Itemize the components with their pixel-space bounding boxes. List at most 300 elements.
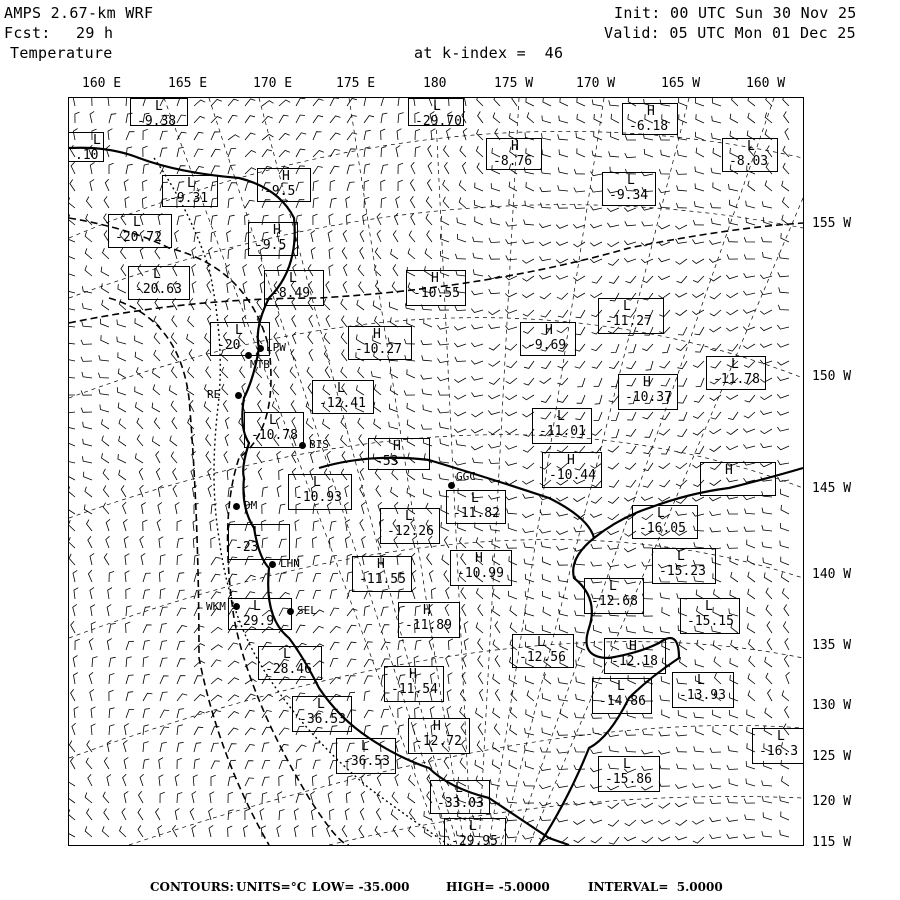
wind-barb [573,242,585,247]
meridian-line [164,98,441,845]
wind-barb [329,248,333,259]
wind-barb [679,98,687,106]
wind-barb [675,784,687,788]
wind-barb [608,259,619,265]
wind-barb [228,135,240,140]
wind-barb [608,463,619,469]
wind-barb [381,129,386,140]
wind-barb [743,291,755,295]
wind-barb [556,497,568,501]
wind-barb [557,749,568,753]
wind-barb [279,150,290,157]
extrema-type: L [455,781,463,796]
wind-barb [493,606,500,616]
wind-barb [69,338,75,344]
wind-barb [381,198,386,209]
wind-barb [505,412,517,416]
wind-barb [106,536,110,548]
wind-barb [156,808,161,820]
extrema-type: L [361,739,369,754]
extrema-value: -20.63 [135,282,182,297]
wind-barb [493,589,500,599]
extrema-box [398,602,460,638]
wind-barb [91,724,95,735]
wind-barb [524,745,534,752]
wind-barb [575,344,585,351]
contours-label: CONTOURS: [150,880,234,894]
wind-barb [710,748,721,753]
extrema-box [258,646,322,680]
wind-barb [574,837,585,843]
wind-barb [509,591,518,599]
extrema-box [380,508,440,544]
wind-barb [454,326,466,330]
wind-barb [346,792,351,803]
wind-barb [373,301,381,310]
wind-barb [743,344,755,349]
wind-barb [160,727,169,735]
wind-barb [431,129,435,140]
wind-barb [107,639,111,651]
wind-barb [126,606,132,616]
wind-barb [137,418,143,429]
wind-barb [747,623,755,633]
wind-barb [137,299,143,310]
wind-barb [591,171,603,175]
wind-barb [506,255,517,260]
wind-barb [658,258,670,262]
extrema-type: L [627,173,635,188]
wind-barb [462,162,466,174]
wind-barb [313,166,323,174]
wind-barb [574,527,585,532]
wind-barb [126,709,134,718]
wind-barb [441,216,449,225]
wind-barb [727,527,738,532]
wind-barb [574,783,586,787]
wind-barb [278,792,282,803]
extrema-box [162,175,218,207]
wind-barb [313,573,321,582]
wind-barb [410,179,415,191]
wind-barb [103,469,109,480]
wind-barb [744,273,755,277]
wind-barb [227,469,232,480]
wind-barb [228,712,239,719]
lat-label-115w: 115 W [812,835,852,850]
wind-barb [211,678,222,684]
wind-barb [476,588,483,599]
extrema-value: -10.55 [413,286,460,301]
wind-barb [330,198,337,208]
wind-barb [205,299,211,310]
wind-barb [710,817,722,821]
wind-barb [415,147,420,158]
wind-barb [609,276,619,283]
extrema-type: H [373,327,381,342]
wind-barb [676,820,687,825]
wind-barb [454,412,466,416]
wind-barb [392,469,398,480]
wind-barb [428,162,432,174]
wind-barb [696,727,704,735]
wind-barb [761,237,772,242]
wind-barb [489,238,500,243]
wind-barb [194,555,200,565]
wind-barb [427,179,432,191]
wind-barb [71,621,75,633]
wind-barb [762,508,772,514]
wind-barb [558,310,568,317]
wind-barb [506,344,517,350]
wind-barb [679,640,687,650]
wind-barb [641,259,653,263]
wind-barb [471,360,483,364]
wind-barb [624,837,636,841]
wind-barb [780,541,789,548]
wind-barb [329,265,333,276]
wind-barb [477,163,483,174]
wind-barb [228,661,239,667]
wind-barb [364,606,370,616]
wind-barb [223,400,228,412]
wind-barb [523,463,534,469]
wind-barb [330,626,341,633]
wind-barb [75,639,80,650]
wind-barb [472,458,483,463]
wind-barb [209,825,213,837]
wind-barb [245,116,255,123]
wind-barb [784,112,789,124]
wind-barb [90,689,94,701]
wind-barb [577,98,585,106]
wind-barb [710,310,721,316]
extrema-box [336,738,396,774]
wind-barb [343,281,347,293]
wind-barb [464,639,468,651]
wind-barb [87,809,93,820]
wind-barb [492,760,500,770]
wind-barb [177,590,185,599]
extrema-box [446,490,506,524]
wind-barb [489,344,500,350]
station-label-sel: SEL [297,604,317,617]
wind-barb [175,809,179,821]
wind-barb [677,446,687,453]
wind-barb [694,395,704,402]
wind-barb [729,710,738,718]
wind-barb [541,133,551,140]
wind-barb [277,451,281,463]
wind-barb [595,395,602,404]
lon-label-170e: 170 E [253,76,293,91]
wind-barb [727,509,738,514]
extrema-type: H [282,169,290,184]
wind-barb [476,622,483,633]
wind-barb [396,196,400,208]
wind-barb [296,794,304,803]
wind-barb [245,151,256,158]
wind-barb [463,655,467,667]
wind-barb [102,826,109,837]
wind-barb [763,558,772,566]
wind-barb [590,242,602,246]
wind-barb [692,293,704,298]
wind-barb [643,480,653,487]
wind-barb [69,471,75,480]
wind-barb [447,706,451,718]
wind-barb [325,366,330,378]
wind-barb [377,791,381,803]
wind-barb [491,183,500,191]
wind-barb [544,674,551,684]
wind-barb [728,412,738,420]
wind-barb [107,774,111,786]
extrema-value: -9.38 [137,114,177,129]
wind-barb [121,265,126,277]
wind-barb [525,761,534,769]
wind-barb [429,570,433,582]
wind-barb [509,675,517,684]
extrema-value: -14.86 [599,694,646,709]
wind-barb [279,115,289,123]
wind-barb [194,116,205,123]
wind-barb [522,293,534,298]
wind-barb [714,657,721,667]
wind-barb [69,776,75,786]
extrema-type: L [697,673,705,688]
wind-barb [160,607,168,616]
wind-barb [539,224,551,228]
wind-barb [675,803,687,807]
wind-barb [74,707,78,718]
wind-barb [358,367,364,378]
wind-barb [527,691,534,702]
wind-barb [526,709,534,718]
wind-barb [557,378,568,385]
wind-barb [69,537,75,548]
wind-barb [626,446,636,454]
wind-barb [177,742,184,752]
extrema-type: L [153,267,161,282]
wind-barb [310,451,314,463]
wind-barb [293,332,297,344]
wind-barb [422,389,432,395]
wind-barb [159,571,164,582]
units-label: UNITS=°C [236,880,307,894]
wind-barb [407,488,415,497]
wind-barb [713,182,721,191]
extrema-type: L [269,413,277,428]
wind-barb [85,232,92,243]
wind-barb [782,691,789,702]
wind-barb [781,505,789,514]
wind-barb [260,808,264,820]
wind-barb [306,418,313,429]
wind-barb [447,690,451,702]
wind-barb [743,429,755,433]
wind-barb [228,248,233,259]
wind-barb [478,672,483,684]
extrema-type: H [643,375,651,390]
wind-barb [539,785,551,789]
wind-barb [409,809,415,820]
wind-barb [279,573,286,582]
extrema-type: H [273,223,281,238]
station-dot [287,608,294,615]
wind-barb [542,149,551,157]
wind-barb [427,554,432,565]
wind-barb [727,798,738,803]
wind-barb [540,747,551,752]
wind-barb [558,576,568,582]
wind-barb [471,376,483,380]
wind-barb [489,255,500,260]
wind-barb [345,537,349,549]
wind-barb [177,608,186,616]
wind-barb [262,695,273,701]
wind-barb [330,659,338,668]
wind-barb [156,468,160,480]
extrema-value: -29.70 [415,114,462,129]
wind-barb [312,775,317,786]
wind-barb [160,792,165,803]
wind-barb [160,676,169,684]
wind-barb [695,446,705,454]
wind-barb [329,214,333,225]
extrema-value: -29.9 [235,614,275,629]
wind-barb [376,486,381,498]
extrema-box [592,678,652,714]
wind-barb [695,183,704,191]
extrema-value: -15.23 [659,564,706,579]
wind-barb [785,128,789,140]
wind-barb [360,519,364,531]
wind-barb [695,98,704,106]
wind-barb [608,820,619,826]
wind-barb [609,151,619,157]
wind-barb [749,656,755,667]
wind-barb [177,520,182,531]
wind-barb [692,259,704,264]
wind-barb [783,622,789,633]
wind-barb [730,556,738,565]
wind-barb [396,145,400,157]
wind-barb [748,98,755,106]
extrema-type: L [537,635,545,650]
wind-barb [177,694,187,701]
wind-barb [82,321,92,327]
wind-barb [160,710,169,718]
wind-barb [262,503,267,514]
wind-barb [72,723,76,735]
extrema-value: -33.03 [437,796,484,811]
extrema-type: H [725,463,733,478]
wind-barb [245,761,253,769]
wind-barb [425,249,432,260]
wind-barb [357,300,364,310]
wind-barb [412,570,416,582]
extrema-type: L [747,139,755,154]
wind-barb [573,820,585,825]
wind-barb [692,310,704,315]
wind-barb [211,695,222,701]
wind-barb [745,815,755,821]
wind-barb [427,231,432,243]
wind-barb [744,799,755,804]
wind-barb [464,98,468,106]
wind-barb [766,673,772,684]
wind-barb [661,150,670,157]
wind-barb [478,605,483,617]
wind-barb [296,591,304,599]
wind-barb [410,196,415,208]
wind-barb [342,316,348,327]
wind-barb [118,284,126,293]
wind-barb [157,519,161,531]
wind-barb [693,837,704,843]
wind-barb [109,163,114,174]
lon-label-180: 180 [423,76,447,91]
extrema-box [652,548,716,584]
extrema-type: L [133,215,141,230]
wind-barb [459,197,466,208]
wind-barb [424,318,432,327]
wind-barb [73,98,77,106]
station-dot [269,561,276,568]
wind-barb [245,744,255,752]
wind-barb [74,673,78,684]
wind-barb [696,378,704,386]
wind-barb [211,727,219,735]
wind-barb [710,293,721,299]
wind-barb [243,264,247,276]
wind-barb [175,230,179,242]
wind-barb [539,242,551,246]
wind-barb [539,802,551,806]
wind-barb [313,181,319,191]
wind-barb [228,115,238,123]
wind-barb [624,241,636,245]
wind-barb [625,463,636,469]
wind-barb [262,777,270,786]
wind-barb [159,537,163,548]
wind-barb [510,725,517,735]
wind-barb [171,401,177,412]
wind-barb [489,378,500,384]
wind-barb [676,747,687,752]
wind-barb [341,367,347,378]
wind-barb [590,206,602,210]
wind-barb [692,820,704,824]
wind-barb [245,809,250,820]
wind-barb [762,542,772,548]
wind-barb [762,831,772,837]
wind-barb [211,149,220,157]
contour-line [109,298,269,845]
wind-barb [662,607,670,616]
wind-barb [69,303,75,310]
extrema-value: -53 [375,454,399,469]
extrema-value: -12.68 [591,594,638,609]
wind-barb [478,639,483,651]
extrema-box [512,634,574,668]
wind-barb [194,149,203,157]
wind-barb [143,759,149,769]
extrema-value: -12.26 [387,524,434,539]
extrema-box [622,103,678,135]
wind-barb [495,621,500,633]
